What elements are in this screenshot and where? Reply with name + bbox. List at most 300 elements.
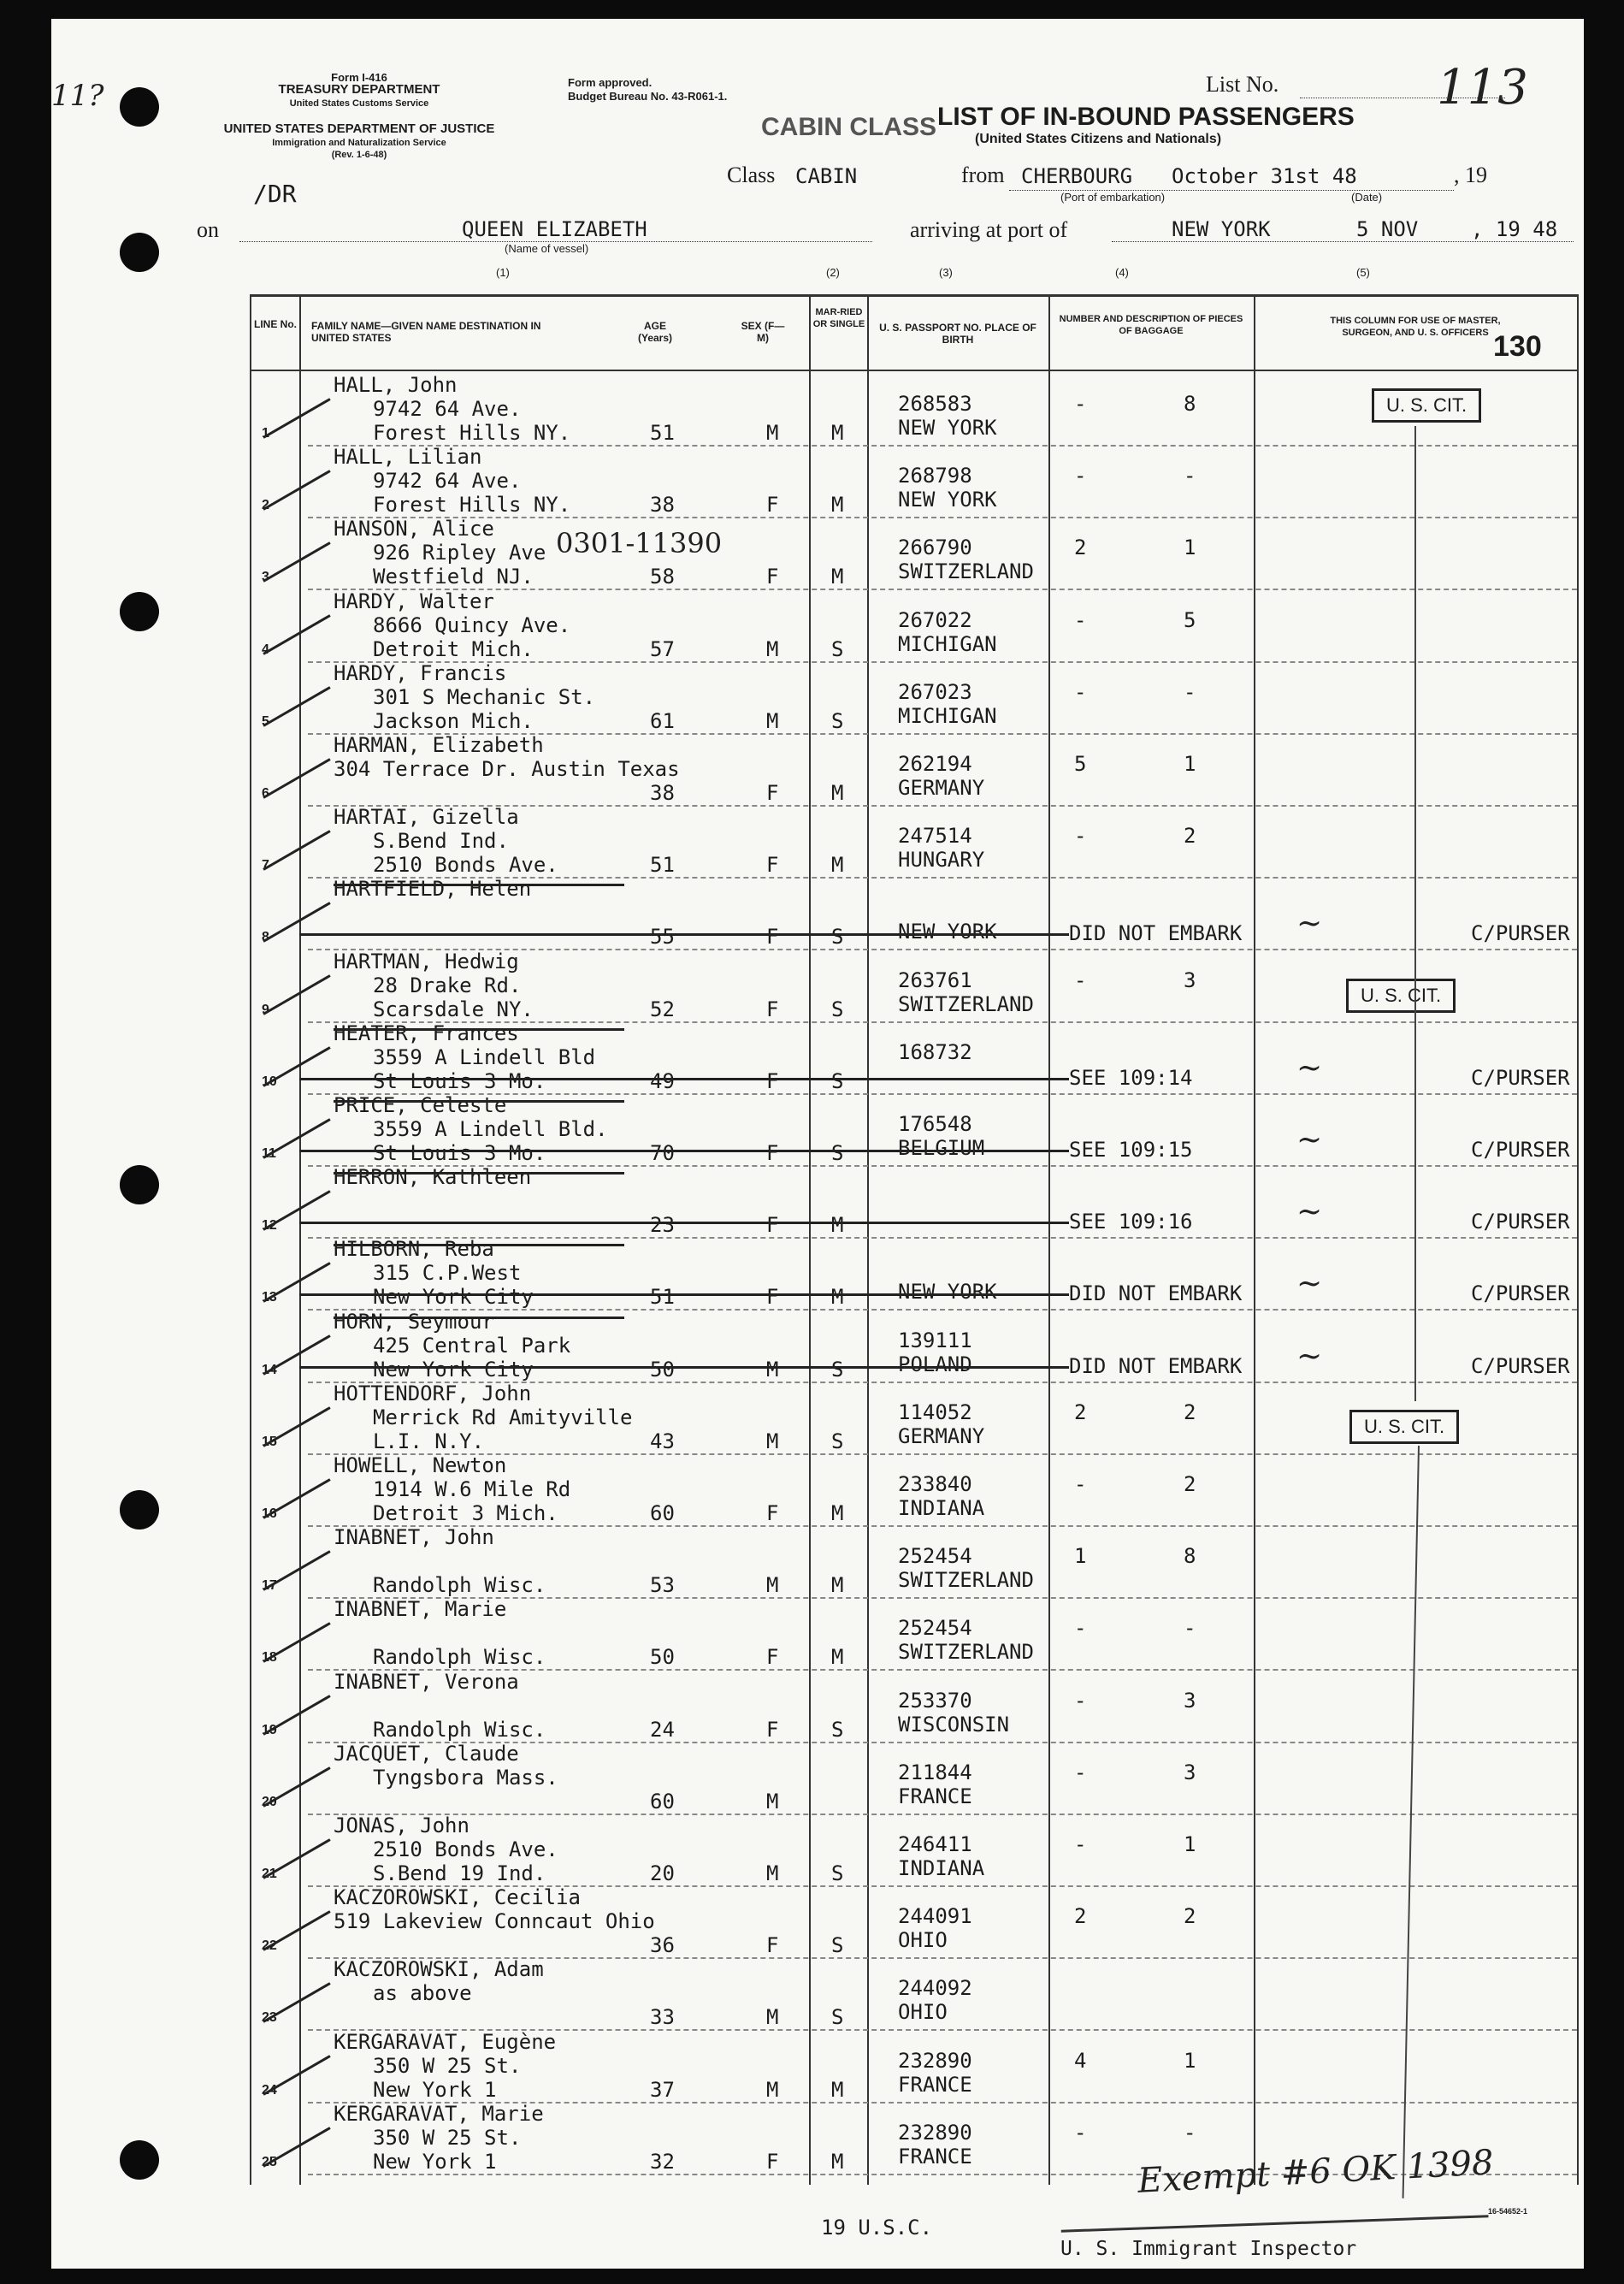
baggage-count-a: -: [1074, 679, 1087, 704]
line-number: 3: [262, 570, 269, 585]
line-number: 14: [262, 1362, 277, 1377]
col-number-3: (3): [939, 266, 953, 279]
address-line-2: Forest Hills NY.: [373, 421, 571, 445]
baggage-count-b: 5: [1184, 607, 1196, 632]
marital-status: S: [831, 1861, 844, 1885]
address-line-1: 350 W 25 St.: [373, 2125, 522, 2150]
check-mark: [263, 1550, 330, 1591]
check-mark: [263, 470, 330, 511]
address-line-1: 8666 Quincy Ave.: [373, 612, 571, 637]
punch-hole: [120, 87, 159, 127]
line-number: 19: [262, 1722, 277, 1737]
purser-initials: ~: [1296, 1194, 1323, 1230]
address-line-2: Jackson Mich.: [373, 708, 534, 733]
age: 50: [650, 1645, 675, 1670]
budget-bureau: Budget Bureau No. 43-R061-1.: [568, 90, 728, 103]
passport-number: 232890: [898, 2120, 972, 2145]
passport-number: 262194: [898, 752, 972, 776]
passport-number: 267023: [898, 679, 972, 704]
table-row: [51, 1381, 1577, 1457]
baggage-count-a: -: [1074, 392, 1087, 416]
strike-line: [299, 1150, 1069, 1152]
table-row: [51, 445, 1577, 520]
row-rule: [308, 1237, 1577, 1239]
line-number: 12: [262, 1218, 277, 1234]
age: 52: [650, 997, 675, 1021]
passenger-name: HOTTENDORF, John: [334, 1381, 532, 1405]
address-line-1: 301 S Mechanic St.: [373, 684, 596, 709]
row-rule: [308, 445, 1577, 447]
baggage-count-a: 5: [1074, 752, 1087, 776]
address-line-2: Randolph Wisc.: [373, 1645, 546, 1670]
baggage-count-a: -: [1074, 967, 1087, 992]
place-of-birth: OHIO: [898, 1928, 948, 1953]
place-of-birth: FRANCE: [898, 2072, 972, 2097]
address-line-1: 315 C.P.West: [373, 1261, 522, 1286]
address-line-2: St Louis 3 Mo.: [373, 1141, 546, 1165]
place-of-birth: GERMANY: [898, 776, 985, 800]
place-of-birth: INDIANA: [898, 1496, 985, 1520]
address-line-1: 2510 Bonds Ave.: [373, 1837, 558, 1861]
check-mark: [263, 686, 330, 727]
passenger-name: INABNET, Verona: [334, 1669, 519, 1694]
line-number: 15: [262, 1434, 277, 1449]
purser-label: C/PURSER: [1471, 1353, 1570, 1378]
age: 38: [650, 781, 675, 805]
place-of-birth: HUNGARY: [898, 848, 985, 873]
baggage-count-b: -: [1184, 464, 1196, 488]
passport-number: 252454: [898, 1544, 972, 1569]
marital-status: S: [831, 1429, 844, 1453]
passport-number: 247514: [898, 824, 972, 849]
sex: F: [766, 1645, 779, 1670]
line-number: 17: [262, 1578, 277, 1594]
passport-number: 244091: [898, 1904, 972, 1929]
address-line-2: Randolph Wisc.: [373, 1573, 546, 1598]
purser-initials: ~: [1296, 1338, 1323, 1374]
table-row: [51, 1237, 1577, 1312]
sex: F: [766, 2149, 779, 2174]
customs-service: United States Customs Service: [289, 98, 429, 109]
sex: M: [766, 636, 779, 661]
row-rule: [308, 1309, 1577, 1311]
th-age: AGE (Years): [637, 320, 673, 344]
check-mark: [263, 1263, 330, 1304]
place-of-birth: POLAND: [898, 1352, 972, 1376]
passport-number: 211844: [898, 1760, 972, 1784]
marital-status: S: [831, 1068, 844, 1093]
strike-line: [299, 1222, 1069, 1224]
check-mark: [263, 1695, 330, 1736]
strike-line: [334, 1100, 624, 1103]
sex: M: [766, 1789, 779, 1814]
us-cit-stamp: U. S. CIT.: [1346, 979, 1456, 1013]
age: 57: [650, 636, 675, 661]
place-of-birth: OHIO: [898, 2000, 948, 2025]
revision: (Rev. 1-6-48): [331, 150, 387, 160]
address-line-2: St Louis 3 Mo.: [373, 1068, 546, 1093]
list-no-label: List No.: [1206, 72, 1279, 97]
th-officers: THIS COLUMN FOR USE OF MASTER, SURGEON, AND U. S. OFFICERS: [1330, 316, 1501, 338]
address-line-1: 304 Terrace Dr. Austin Texas: [334, 757, 680, 781]
purser-label: C/PURSER: [1471, 1138, 1570, 1162]
passenger-name: HALL, John: [334, 373, 458, 397]
passenger-name: JACQUET, Claude: [334, 1741, 519, 1766]
th-passport: U. S. PASSPORT NO. PLACE OF BIRTH: [879, 322, 1036, 346]
passport-number: 139111: [898, 1328, 972, 1352]
passport-number: 232890: [898, 2048, 972, 2073]
passport-number: 268798: [898, 464, 972, 488]
strike-line: [334, 1028, 624, 1031]
vessel-caption: (Name of vessel): [505, 242, 589, 255]
passenger-name: KERGARAVAT, Eugène: [334, 2029, 557, 2054]
check-mark: [263, 542, 330, 583]
sex: F: [766, 1501, 779, 1525]
sex: F: [766, 1717, 779, 1742]
table-row: [51, 805, 1577, 880]
sex: F: [766, 1285, 779, 1310]
print-code: 16-54652-1: [1488, 2207, 1528, 2216]
corner-mark: 11?: [51, 79, 104, 113]
check-mark: [263, 1623, 330, 1664]
sex: F: [766, 565, 779, 589]
sex: F: [766, 493, 779, 518]
check-mark: [263, 614, 330, 655]
address-line-2: New York City: [373, 1357, 534, 1382]
place-of-birth: NEW YORK: [898, 1280, 997, 1305]
passport-number: 268583: [898, 392, 972, 416]
table-row: [51, 517, 1577, 592]
th-baggage: NUMBER AND DESCRIPTION OF PIECES OF BAGGAGE: [1059, 314, 1243, 336]
address-line-2: New York City: [373, 1285, 534, 1310]
passenger-name: HANSON, Alice: [334, 517, 494, 541]
address-line-1: S.Bend Ind.: [373, 829, 509, 854]
address-line-1: 3559 A Lindell Bld.: [373, 1117, 608, 1141]
justice-dept: UNITED STATES DEPARTMENT OF JUSTICE: [223, 121, 495, 136]
age: 23: [650, 1213, 675, 1238]
embark-note: DID NOT EMBARK: [1069, 1281, 1243, 1306]
table-row: [51, 733, 1577, 808]
baggage-count-b: 1: [1184, 2048, 1196, 2073]
baggage-count-a: 1: [1074, 1544, 1087, 1569]
line-number: 9: [262, 1002, 269, 1017]
line-number: 20: [262, 1794, 277, 1809]
marital-status: S: [831, 1717, 844, 1742]
check-mark: [263, 1118, 330, 1159]
marital-status: S: [831, 1141, 844, 1165]
marital-status: M: [831, 781, 844, 805]
form-number: Form I-416: [331, 71, 387, 84]
age: 36: [650, 1933, 675, 1958]
table-top: [250, 294, 1577, 297]
strike-line: [334, 884, 624, 886]
purser-label: C/PURSER: [1471, 921, 1570, 946]
age: 50: [650, 1357, 675, 1382]
passenger-name: HERRON, Kathleen: [334, 1165, 532, 1190]
marital-status: M: [831, 853, 844, 878]
address-line-1: 28 Drake Rd.: [373, 973, 522, 997]
port-caption: (Port of embarkation): [1060, 191, 1166, 204]
check-mark: [263, 1478, 330, 1519]
passport-number: 168732: [898, 1039, 972, 1064]
line-number: 18: [262, 1650, 277, 1666]
col-number-2: (2): [826, 266, 840, 279]
place-of-birth: NEW YORK: [898, 920, 997, 944]
age: 38: [650, 493, 675, 518]
officers-pen-line: [1414, 426, 1416, 1401]
passenger-name: INABNET, Marie: [334, 1597, 507, 1622]
place-of-birth: SWITZERLAND: [898, 1568, 1034, 1593]
line-number: 21: [262, 1867, 277, 1881]
age: 58: [650, 565, 675, 589]
line-number: 16: [262, 1506, 277, 1521]
manifest-page: [51, 19, 1584, 2269]
date-caption: (Date): [1351, 191, 1383, 204]
table-row: [51, 660, 1577, 737]
check-mark: [263, 902, 330, 944]
line-number: 8: [262, 930, 269, 945]
marital-status: M: [831, 493, 844, 518]
page-subtitle: (United States Citizens and Nationals): [975, 132, 1222, 146]
row-rule: [308, 589, 1577, 590]
address-line-2: L.I. N.Y.: [373, 1429, 485, 1453]
passenger-name: JONAS, John: [334, 1814, 469, 1837]
marital-status: M: [831, 1501, 844, 1525]
passenger-name: HARTAI, Gizella: [334, 805, 519, 830]
address-line-1: 926 Ripley Ave: [373, 541, 546, 565]
age: 20: [650, 1861, 675, 1885]
age: 60: [650, 1501, 675, 1525]
purser-label: C/PURSER: [1471, 1065, 1570, 1090]
passenger-name: HARDY, Francis: [334, 660, 507, 685]
exempt-note: Exempt #6 OK 1398: [1137, 2143, 1495, 2201]
arrival-year: , 19 48: [1471, 217, 1558, 241]
address-line-1: 3559 A Lindell Bld: [373, 1044, 596, 1069]
age: 51: [650, 1285, 675, 1310]
age: 61: [650, 708, 675, 733]
place-of-birth: BELGIUM: [898, 1136, 985, 1160]
line-number: 10: [262, 1074, 277, 1089]
line-number: 5: [262, 713, 269, 729]
line-number: 2: [262, 498, 269, 513]
ins-service: Immigration and Naturalization Service: [272, 138, 446, 148]
class-label: Class: [727, 163, 776, 187]
baggage-count-b: 2: [1184, 1399, 1196, 1424]
address-line-2: 2510 Bonds Ave.: [373, 853, 558, 878]
table-row: [51, 1453, 1577, 1529]
header-bottom: [250, 370, 1577, 371]
row-rule: [308, 1814, 1577, 1815]
baggage-count-b: 3: [1184, 1688, 1196, 1713]
purser-label: C/PURSER: [1471, 1281, 1570, 1306]
embark-note: DID NOT EMBARK: [1069, 921, 1243, 946]
line-number: 25: [262, 2154, 277, 2169]
passport-number: 233840: [898, 1472, 972, 1496]
age: 53: [650, 1573, 675, 1598]
marital-status: S: [831, 925, 844, 950]
passenger-name: HORN, Seymour: [334, 1309, 494, 1334]
purser-initials: ~: [1296, 906, 1323, 942]
embark-date: October 31st 48: [1172, 164, 1357, 188]
table-row: [51, 1957, 1577, 2033]
strike-line: [334, 1317, 624, 1319]
treasury-dept: TREASURY DEPARTMENT: [278, 82, 440, 97]
check-mark: [263, 830, 330, 871]
age: 33: [650, 2005, 675, 2030]
line-number: 11: [262, 1146, 276, 1161]
table-row: [51, 1525, 1577, 1601]
page-number: 113: [1437, 60, 1528, 115]
passport-number: 114052: [898, 1399, 972, 1424]
arrival-date: 5 NOV: [1356, 217, 1419, 241]
age: 60: [650, 1789, 675, 1814]
us-cit-stamp: U. S. CIT.: [1372, 388, 1481, 423]
page-title: LIST OF IN-BOUND PASSENGERS: [937, 103, 1355, 131]
age: 43: [650, 1429, 675, 1453]
address-line-1: 425 Central Park: [373, 1333, 571, 1358]
dr-mark: /DR: [253, 180, 297, 208]
check-mark: [263, 2127, 330, 2168]
table-right: [1577, 294, 1579, 2185]
us-cit-stamp: U. S. CIT.: [1349, 1410, 1459, 1444]
sex: M: [766, 421, 779, 445]
marital-status: M: [831, 2149, 844, 2174]
baggage-count-a: -: [1074, 1832, 1087, 1856]
passenger-name: INABNET, John: [334, 1525, 494, 1550]
passenger-name: KACZOROWSKI, Adam: [334, 1957, 544, 1982]
year-suffix: , 19: [1454, 163, 1487, 187]
baggage-count-a: -: [1074, 464, 1087, 488]
baggage-count-a: 2: [1074, 1399, 1087, 1424]
passport-number: 252454: [898, 1616, 972, 1641]
address-line-1: Tyngsbora Mass.: [373, 1765, 558, 1790]
table-row: [51, 1021, 1577, 1097]
inspector-signature: [1060, 2184, 1488, 2232]
age: 32: [650, 2149, 675, 2174]
on-label: on: [197, 217, 219, 242]
sex: F: [766, 1933, 779, 1958]
sex: M: [766, 708, 779, 733]
place-of-birth: FRANCE: [898, 1784, 972, 1808]
baggage-count-b: 3: [1184, 1760, 1196, 1784]
baggage-count-b: 2: [1184, 1904, 1196, 1929]
sex: M: [766, 2005, 779, 2030]
embark-note: SEE 109:14: [1069, 1065, 1193, 1090]
inspector-label: U. S. Immigrant Inspector: [1060, 2238, 1357, 2260]
marital-status: M: [831, 421, 844, 445]
place-of-birth: FRANCE: [898, 2144, 972, 2169]
baggage-count-b: 2: [1184, 824, 1196, 849]
age: 51: [650, 853, 675, 878]
line-number: 23: [262, 2010, 277, 2026]
strike-line: [299, 1366, 1069, 1369]
table-row: [51, 877, 1577, 952]
strike-line: [299, 933, 1069, 936]
col-number-1: (1): [496, 266, 510, 279]
address-line-1: 1914 W.6 Mile Rd: [373, 1477, 571, 1501]
check-mark: [263, 1190, 330, 1231]
marital-status: S: [831, 2005, 844, 2030]
baggage-count-a: -: [1074, 1472, 1087, 1496]
address-line-2: Forest Hills NY.: [373, 493, 571, 518]
baggage-count-b: 1: [1184, 535, 1196, 560]
embark-note: SEE 109:15: [1069, 1138, 1193, 1162]
address-line-2: S.Bend 19 Ind.: [373, 1861, 546, 1885]
sex: F: [766, 925, 779, 950]
vessel-name: QUEEN ELIZABETH: [462, 217, 647, 241]
passport-number: 266790: [898, 535, 972, 560]
form-approved: Form approved.: [568, 76, 653, 89]
line-number: 4: [262, 642, 269, 657]
marital-status: S: [831, 636, 844, 661]
check-mark: [263, 1406, 330, 1447]
check-mark: [263, 758, 330, 799]
passenger-name: HARTFIELD, Helen: [334, 877, 532, 902]
check-mark: [263, 1838, 330, 1879]
passenger-name: HARDY, Walter: [334, 589, 494, 613]
row-rule: [308, 517, 1577, 518]
check-mark: [263, 1046, 330, 1087]
table-row: [51, 1597, 1577, 1672]
table-row: [51, 1669, 1577, 1745]
address-line-2: New York 1: [373, 2149, 497, 2174]
table-row: [51, 1093, 1577, 1169]
baggage-count-a: -: [1074, 1616, 1087, 1641]
marital-status: S: [831, 1933, 844, 1958]
passport-number: 267022: [898, 607, 972, 632]
passport-number: 244092: [898, 1976, 972, 2001]
check-mark: [263, 2055, 330, 2096]
class-value: CABIN: [795, 164, 858, 188]
line-number: 1: [262, 426, 269, 441]
baggage-count-b: 1: [1184, 752, 1196, 776]
sex: M: [766, 2077, 779, 2102]
address-line-1: 350 W 25 St.: [373, 2053, 522, 2078]
age: 37: [650, 2077, 675, 2102]
check-mark: [263, 398, 330, 439]
check-mark: [263, 1910, 330, 1951]
embark-note: SEE 109:16: [1069, 1210, 1193, 1234]
table-row: [51, 1741, 1577, 1817]
table-row: [51, 1165, 1577, 1240]
col-number-5: (5): [1356, 266, 1370, 279]
baggage-count-b: 8: [1184, 1544, 1196, 1569]
age: 51: [650, 421, 675, 445]
check-mark: [263, 1983, 330, 2024]
line-number: 6: [262, 786, 269, 801]
place-of-birth: SWITZERLAND: [898, 991, 1034, 1016]
th-name: FAMILY NAME—GIVEN NAME DESTINATION IN UNITED STATES: [311, 320, 541, 344]
line-number: 13: [262, 1290, 277, 1305]
place-of-birth: NEW YORK: [898, 416, 997, 440]
age: 24: [650, 1717, 675, 1742]
purser-initials: ~: [1296, 1266, 1323, 1302]
baggage-count-a: -: [1074, 2120, 1087, 2145]
baggage-count-a: 4: [1074, 2048, 1087, 2073]
marital-status: M: [831, 2077, 844, 2102]
marital-status: M: [831, 1213, 844, 1238]
sex: M: [766, 1429, 779, 1453]
strike-line: [299, 1078, 1069, 1080]
place-of-birth: WISCONSIN: [898, 1712, 1010, 1737]
row-rule: [308, 1525, 1577, 1527]
marital-status: S: [831, 1357, 844, 1382]
address-line-1: as above: [373, 1981, 472, 2006]
table-row: [51, 2029, 1577, 2105]
passenger-name: HARTMAN, Hedwig: [334, 949, 519, 973]
table-row: [51, 373, 1577, 448]
marital-status: M: [831, 565, 844, 589]
